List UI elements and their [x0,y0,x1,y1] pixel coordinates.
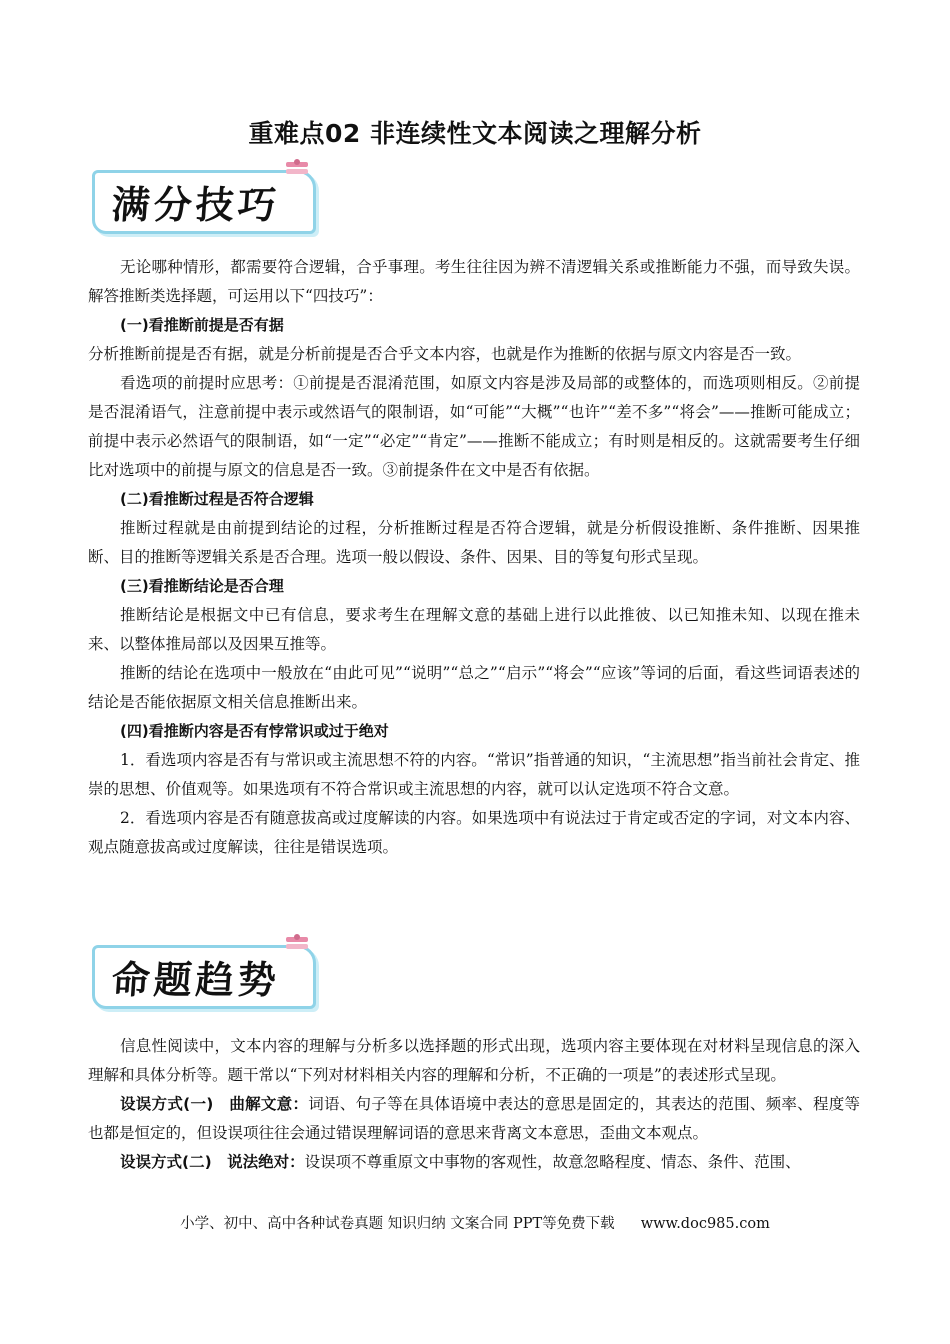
subheading: (四)看推断内容是否有悖常识或过于绝对 [120,722,389,740]
error-type-lead: 设误方式(二) 说法绝对： [120,1153,305,1171]
subheading: (二)看推断过程是否符合逻辑 [120,490,314,508]
paragraph: 信息性阅读中，文本内容的理解与分析多以选择题的形式出现，选项内容主要体现在对材料呈现信息的深入理解和具体分析等。题干常以“下列对材料相关内容的理解和分析，不正确的一项是”的表述形式呈现。 [88,1037,860,1084]
paragraph [88,1148,860,1177]
badge-text: 满分技巧 [110,183,282,227]
paragraph [88,1090,860,1148]
paragraph: 1．看选项内容是否有与常识或主流思想不符的内容。“常识”指普通的知识，“主流思想”指当前社会肯定、推崇的思想、价值观等。如果选项有不符合常识或主流思想的内容，就可以认定选项不符合文意。 [88,751,860,798]
error-type-text: 设误项不尊重原文中事物的客观性，故意忽略程度、情态、条件、范围、 [304,1153,801,1171]
paragraph: 分析推断前提是否有据，就是分析前提是否合乎文本内容，也就是作为推断的依据与原文内容是否一致。 [88,345,802,363]
footer-text: 小学、初中、高中各种试卷真题 知识归纳 文案合同 PPT等免费下载 [180,1216,615,1232]
paragraph: 推断过程就是由前提到结论的过程，分析推断过程是否符合逻辑，就是分析假设推断、条件推断、因果推断、目的推断等逻辑关系是否合理。选项一般以假设、条件、因果、目的等复句形式呈现。 [88,519,860,566]
paper-clip-icon [284,933,310,953]
paragraph: 推断的结论在选项中一般放在“由此可见”“说明”“总之”“启示”“将会”“应该”等词的后面，看这些词语表述的结论是否能依据原文相关信息推断出来。 [88,664,860,711]
footer-url[interactable]: www.doc985.com [640,1216,770,1232]
error-type-lead: 设误方式(一) 曲解文意： [120,1095,309,1113]
paragraph: 无论哪种情形，都需要符合逻辑，合乎事理。考生往往因为辨不清逻辑关系或推断能力不强，而导致失误。解答推断类选择题，可运用以下“四技巧”： [88,258,860,305]
section-trends-body [88,1032,860,1177]
section-badge-trends [92,935,320,1005]
paper-clip-icon [284,158,310,178]
page-title: 重难点02 非连续性文本阅读之理解分析 [248,119,702,148]
subheading: (三)看推断结论是否合理 [120,577,284,595]
section-badge-skills [92,160,320,230]
paragraph: 2．看选项内容是否有随意拔高或过度解读的内容。如果选项中有说法过于肯定或否定的字词，对文本内容、观点随意拔高或过度解读，往往是错误选项。 [88,809,860,856]
error-type-text: 词语、句子等在具体语境中表达的意思是固定的，其表达的范围、频率、程度等也都是恒定的，但设误项往往会通过错误理解词语的意思来背离文本意思，歪曲文本观点。 [88,1095,860,1142]
paragraph: 推断结论是根据文中已有信息，要求考生在理解文意的基础上进行以此推彼、以已知推未知、以现在推未来、以整体推局部以及因果互推等。 [88,606,860,653]
paragraph: 看选项的前提时应思考：①前提是否混淆范围，如原文内容是涉及局部的或整体的，而选项则相反。②前提是否混淆语气，注意前提中表示或然语气的限制语，如“可能”“大概”“也许”“差不多”“将会”——推断可能成立；前提中表示必然语气的限制语，如“一定”“必定”“肯定”——推断不能成立；有时则是相反的。这就需要考生仔细比对选项中的前提与原文的信息是否一致。③前提条件在文中是否有依据。 [88,374,860,479]
page-footer [0,1212,950,1233]
badge-text: 命题趋势 [110,958,282,1002]
subheading: (一)看推断前提是否有据 [120,316,284,334]
section-skills-body [88,253,860,862]
